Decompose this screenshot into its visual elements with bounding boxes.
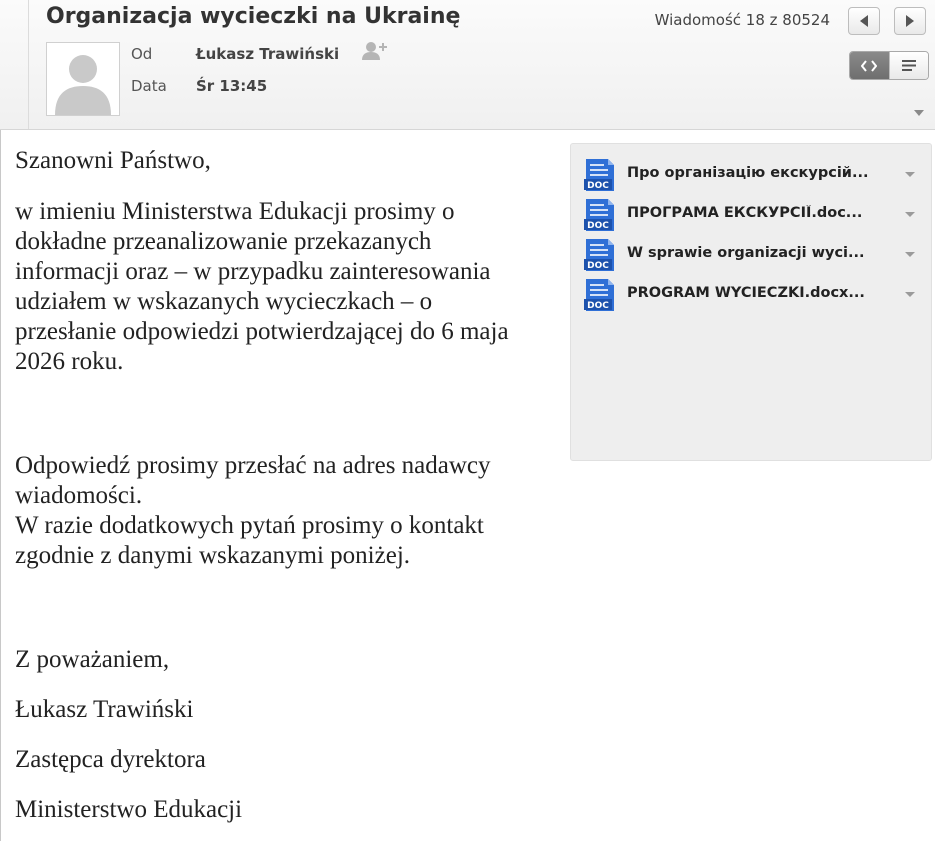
lines-icon	[902, 60, 916, 71]
html-view-button[interactable]	[850, 52, 889, 79]
attachment-item[interactable]	[583, 238, 923, 272]
signature-organization: Ministerstwo Edukacji	[15, 796, 243, 823]
chevron-down-icon[interactable]	[914, 110, 924, 116]
signature-title: Zastępca dyrektora	[15, 746, 206, 773]
chevron-down-icon[interactable]	[905, 252, 915, 257]
doc-file-icon	[583, 238, 617, 272]
body-line: przesłanie odpowiedzi potwierdzającej do 6 maja	[15, 318, 509, 345]
attachment-name[interactable]: W sprawie organizacji wyci...	[627, 245, 865, 261]
text-view-button[interactable]	[889, 52, 928, 79]
attachment-item[interactable]	[583, 198, 923, 232]
doc-icon-label: DOC	[587, 261, 609, 271]
next-message-button[interactable]	[894, 7, 926, 35]
previous-message-button[interactable]	[848, 7, 880, 35]
attachment-item[interactable]	[583, 278, 923, 312]
attachments-panel	[570, 143, 932, 461]
doc-file-icon	[583, 198, 617, 232]
doc-icon-label: DOC	[587, 301, 609, 311]
message-header	[0, 0, 935, 130]
greeting	[15, 146, 211, 176]
doc-icon-label: DOC	[587, 181, 609, 191]
doc-file-icon	[583, 158, 617, 192]
closing: Z poważaniem,	[15, 646, 170, 673]
paragraph-request	[15, 197, 509, 377]
triangle-right-icon	[905, 15, 915, 27]
doc-icon-label: DOC	[587, 221, 609, 231]
attachment-name[interactable]: PROGRAM WYCIECZKI.docx...	[627, 285, 865, 301]
body-line: Odpowiedź prosimy przesłać na adres nadawcy	[15, 452, 491, 479]
body-line: dokładne przeanalizowanie przekazanych	[15, 228, 432, 255]
body-line: udziałem w wskazanych wycieczkach – o	[15, 288, 433, 315]
doc-file-icon	[583, 278, 617, 312]
date-label: Data	[131, 77, 167, 95]
message-counter: Wiadomość 18 z 80524	[654, 11, 830, 29]
chevron-down-icon[interactable]	[905, 212, 915, 217]
body-line: 2026 roku.	[15, 348, 124, 375]
view-mode-toggle	[849, 51, 929, 80]
greeting-text: Szanowni Państwo,	[15, 147, 211, 174]
from-label: Od	[131, 45, 153, 63]
header-divider	[28, 0, 29, 129]
avatar-placeholder-icon[interactable]	[46, 42, 120, 116]
add-contact-icon[interactable]	[361, 40, 389, 62]
signature-name: Łukasz Trawiński	[15, 696, 194, 723]
body-line: zgodnie z danymi wskazanymi poniżej.	[15, 542, 411, 569]
message-date: Śr 13:45	[196, 77, 268, 95]
sender-name[interactable]: Łukasz Trawiński	[196, 45, 340, 63]
message-subject: Organizacja wycieczki na Ukrainę	[46, 4, 461, 29]
attachment-name[interactable]: Про організацію екскурсій...	[627, 165, 869, 181]
body-line: wiadomości.	[15, 482, 143, 509]
body-line: w imieniu Ministerstwa Edukacji prosimy o	[15, 198, 455, 225]
triangle-left-icon	[859, 15, 869, 27]
code-brackets-icon	[861, 60, 877, 72]
attachment-name[interactable]: ПРОГРАМА ЕКСКУРСІЇ.doc...	[627, 205, 863, 221]
chevron-down-icon[interactable]	[905, 172, 915, 177]
body-line: W razie dodatkowych pytań prosimy o kontakt	[15, 512, 484, 539]
paragraph-reply-info	[15, 451, 491, 571]
chevron-down-icon[interactable]	[905, 292, 915, 297]
attachment-item[interactable]	[583, 158, 923, 192]
body-line: informacji oraz – w przypadku zainteresowania	[15, 258, 491, 285]
